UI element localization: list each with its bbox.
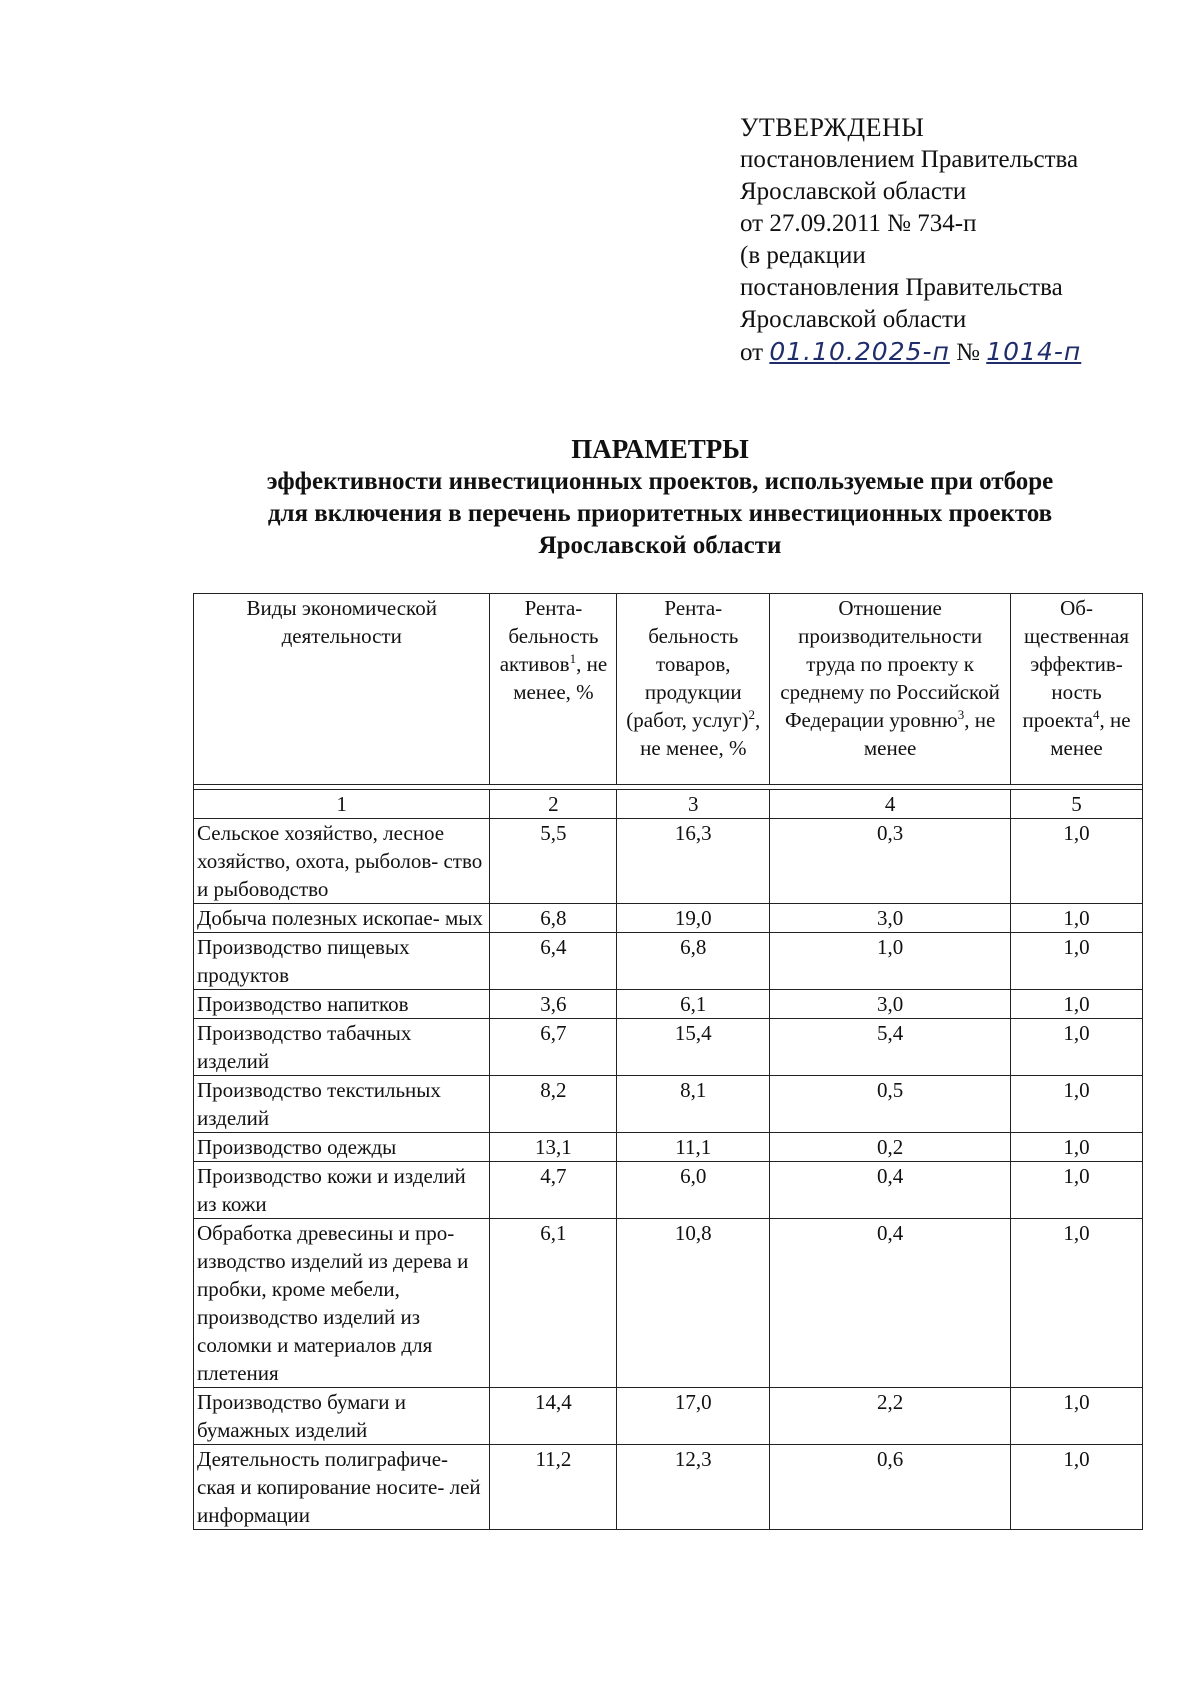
product-profitability-value: 10,8 — [617, 1219, 770, 1388]
header-activity: Виды экономической деятельности — [194, 594, 490, 785]
asset-profitability-value: 6,1 — [490, 1219, 617, 1388]
column-index: 2 — [490, 790, 617, 819]
table-row — [194, 990, 1143, 1019]
column-index-row — [194, 790, 1143, 819]
product-profitability-value: 6,1 — [617, 990, 770, 1019]
column-index: 1 — [194, 790, 490, 819]
productivity-ratio-value: 0,3 — [770, 819, 1011, 904]
public-efficiency-value: 1,0 — [1011, 1162, 1143, 1219]
asset-profitability-value: 4,7 — [490, 1162, 617, 1219]
activity-name: Добыча полезных ископае- мых — [194, 904, 490, 933]
approval-line: Ярославской области — [740, 306, 967, 333]
table-row — [194, 1445, 1143, 1530]
product-profitability-value: 8,1 — [617, 1076, 770, 1133]
asset-profitability-value: 11,2 — [490, 1445, 617, 1530]
productivity-ratio-value: 2,2 — [770, 1388, 1011, 1445]
productivity-ratio-value: 0,6 — [770, 1445, 1011, 1530]
activity-name: Сельское хозяйство, лесное хозяйство, охота, рыболов- ство и рыбоводство — [194, 819, 490, 904]
document-title — [200, 432, 1120, 562]
public-efficiency-value: 1,0 — [1011, 819, 1143, 904]
asset-profitability-value: 14,4 — [490, 1388, 617, 1445]
number-sign: № — [956, 339, 980, 366]
public-efficiency-value: 1,0 — [1011, 1019, 1143, 1076]
title-line-3: Ярославской области — [538, 532, 782, 559]
product-profitability-value: 6,0 — [617, 1162, 770, 1219]
asset-profitability-value: 3,6 — [490, 990, 617, 1019]
public-efficiency-value: 1,0 — [1011, 1388, 1143, 1445]
column-index: 3 — [617, 790, 770, 819]
footnote-mark: 1 — [569, 651, 577, 666]
table-header-row — [194, 594, 1143, 785]
activity-name: Производство пищевых продуктов — [194, 933, 490, 990]
approval-line: от 27.09.2011 № 734-п — [740, 210, 977, 237]
productivity-ratio-value: 0,5 — [770, 1076, 1011, 1133]
date-prefix: от — [740, 339, 764, 366]
approval-line: (в редакции — [740, 242, 866, 269]
public-efficiency-value: 1,0 — [1011, 1133, 1143, 1162]
product-profitability-value: 15,4 — [617, 1019, 770, 1076]
approval-heading: УТВЕРЖДЕНЫ — [740, 113, 925, 142]
title-line-1: эффективности инвестиционных проектов, используемые при отборе — [266, 468, 1054, 495]
table-row — [194, 933, 1143, 990]
table-row — [194, 1133, 1143, 1162]
public-efficiency-value: 1,0 — [1011, 1219, 1143, 1388]
approval-block — [740, 112, 1160, 369]
footnote-mark: 4 — [1092, 707, 1100, 722]
parameters-table — [193, 593, 1143, 1530]
header-asset-profitability: Рента- бельность активов$^1$, не менее, % — [490, 594, 617, 785]
approval-line: Ярославской области — [740, 178, 967, 205]
public-efficiency-value: 1,0 — [1011, 990, 1143, 1019]
approval-line: постановлением Правительства — [740, 146, 1079, 173]
asset-profitability-value: 6,4 — [490, 933, 617, 990]
activity-name: Производство одежды — [194, 1133, 490, 1162]
product-profitability-value: 16,3 — [617, 819, 770, 904]
activity-name: Деятельность полиграфиче- ская и копирование носите- лей информации — [194, 1445, 490, 1530]
public-efficiency-value: 1,0 — [1011, 1076, 1143, 1133]
activity-name: Обработка древесины и про- изводство изделий из дерева и пробки, кроме мебели, производство изделий из соломки и материалов для плетения — [194, 1219, 490, 1388]
approval-date-line — [740, 336, 1160, 369]
product-profitability-value: 12,3 — [617, 1445, 770, 1530]
approval-line: постановления Правительства — [740, 274, 1063, 301]
productivity-ratio-value: 3,0 — [770, 904, 1011, 933]
column-index: 4 — [770, 790, 1011, 819]
productivity-ratio-value: 5,4 — [770, 1019, 1011, 1076]
title-main: ПАРАМЕТРЫ — [571, 434, 749, 464]
product-profitability-value: 11,1 — [617, 1133, 770, 1162]
table-row — [194, 1076, 1143, 1133]
handwritten-date: 01.10.2025-п — [769, 337, 950, 366]
product-profitability-value: 6,8 — [617, 933, 770, 990]
asset-profitability-value: 6,8 — [490, 904, 617, 933]
productivity-ratio-value: 3,0 — [770, 990, 1011, 1019]
handwritten-number: 1014-п — [986, 337, 1082, 366]
public-efficiency-value: 1,0 — [1011, 933, 1143, 990]
productivity-ratio-value: 0,2 — [770, 1133, 1011, 1162]
table-row — [194, 1219, 1143, 1388]
footnote-mark: 3 — [957, 707, 965, 722]
activity-name: Производство кожи и изделий из кожи — [194, 1162, 490, 1219]
table-row — [194, 1162, 1143, 1219]
table-row — [194, 1019, 1143, 1076]
activity-name: Производство табачных изделий — [194, 1019, 490, 1076]
header-labor-productivity: Отношение производительности труда по проекту к среднему по Российской Федерации уровню$^3$, не менее — [770, 594, 1011, 785]
productivity-ratio-value: 0,4 — [770, 1219, 1011, 1388]
asset-profitability-value: 13,1 — [490, 1133, 617, 1162]
table-row — [194, 819, 1143, 904]
asset-profitability-value: 8,2 — [490, 1076, 617, 1133]
productivity-ratio-value: 1,0 — [770, 933, 1011, 990]
productivity-ratio-value: 0,4 — [770, 1162, 1011, 1219]
table-row — [194, 1388, 1143, 1445]
public-efficiency-value: 1,0 — [1011, 1445, 1143, 1530]
table-row — [194, 904, 1143, 933]
activity-name: Производство напитков — [194, 990, 490, 1019]
column-index: 5 — [1011, 790, 1143, 819]
product-profitability-value: 17,0 — [617, 1388, 770, 1445]
header-product-profitability: Рента- бельность товаров, продукции (работ, услуг)$^2$, не менее, % — [617, 594, 770, 785]
product-profitability-value: 19,0 — [617, 904, 770, 933]
activity-name: Производство текстильных изделий — [194, 1076, 490, 1133]
title-line-2: для включения в перечень приоритетных инвестиционных проектов — [267, 500, 1053, 527]
header-public-efficiency: Об- щественная эффектив- ность проекта$^4$, не менее — [1011, 594, 1143, 785]
asset-profitability-value: 5,5 — [490, 819, 617, 904]
activity-name: Производство бумаги и бумажных изделий — [194, 1388, 490, 1445]
asset-profitability-value: 6,7 — [490, 1019, 617, 1076]
public-efficiency-value: 1,0 — [1011, 904, 1143, 933]
footnote-mark: 2 — [748, 707, 756, 722]
